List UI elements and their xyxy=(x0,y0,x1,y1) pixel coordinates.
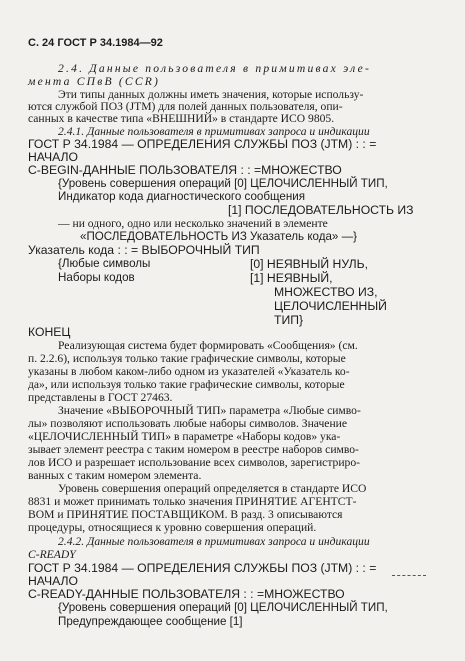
paragraph-line: п. 2.2.6), используя только такие графические символы, которые xyxy=(28,352,346,365)
code-line: НАЧАЛО xyxy=(28,574,78,588)
code-line: [1] НЕЯВНЫЙ, xyxy=(250,271,333,285)
code-line: ТИП} xyxy=(274,313,304,327)
paragraph-line: процедуры, относящиеся к уровню совершения операций. xyxy=(28,521,317,534)
paragraph-line: зывает элемент реестра с таким номером в реестре наборов симво- xyxy=(28,443,359,456)
code-line: {Любые символы xyxy=(58,257,151,270)
code-line: {Уровень совершения операций [0] ЦЕЛОЧИСЛЕННЫЙ ТИП, xyxy=(58,601,388,614)
subsection-heading: 2.4.2. Данные пользователя в примитивах запроса и индикации xyxy=(58,535,370,548)
section-title-line-2: мента СПвВ (CCR) xyxy=(28,75,161,88)
code-line: Наборы кодов xyxy=(58,271,135,284)
code-comment: «ПОСЛЕДОВАТЕЛЬНОСТЬ ИЗ Указатель кода» —} xyxy=(80,230,358,243)
code-line: ГОСТ Р 34.1984 — ОПРЕДЕЛЕНИЯ СЛУЖБЫ ПОЗ (JTM) : : = xyxy=(28,561,377,575)
code-line: C-READY-ДАННЫЕ ПОЛЬЗОВАТЕЛЯ : : =МНОЖЕСТВО xyxy=(28,587,345,601)
code-line: C-BEGIN-ДАННЫЕ ПОЛЬЗОВАТЕЛЯ : : =МНОЖЕСТВО xyxy=(28,163,342,177)
code-comment: — ни одного, одно или несколько значений в элементе xyxy=(58,217,328,230)
code-line: Предупреждающее сообщение [1] xyxy=(58,615,243,628)
paragraph-line: лы» позволяют использовать любые наборы символов. Значение xyxy=(28,417,347,430)
paragraph-line: санных в качестве типа «ВНЕШНИЙ» в стандарте ИСО 9805. xyxy=(28,112,335,125)
continuation-mark xyxy=(392,575,426,576)
code-line: Индикатор кода диагностического сообщения xyxy=(58,190,306,203)
subsection-heading-text: 2.4.1. Данные пользователя в примитивах запроса и индикации xyxy=(58,125,370,138)
code-line: [0] НЕЯВНЫЙ НУЛЬ, xyxy=(250,257,369,271)
paragraph-line: указаны в любом каком-либо одном из указателей «Указатель ко- xyxy=(28,365,350,378)
code-line: НАЧАЛО xyxy=(28,150,78,164)
paragraph-line: ВОМ и ПРИНЯТИЕ ПОСТАВЩИКОМ. В разд. 3 описываются xyxy=(28,508,343,521)
subsection-heading-cont: C-READY xyxy=(28,548,76,561)
code-line: ЦЕЛОЧИСЛЕННЫЙ xyxy=(274,299,387,313)
paragraph-line: «ЦЕЛОЧИСЛЕННЫЙ ТИП» в параметре «Наборы кодов» ука- xyxy=(28,430,341,443)
code-line: КОНЕЦ xyxy=(28,325,71,339)
code-line: [1] ПОСЛЕДОВАТЕЛЬНОСТЬ ИЗ xyxy=(228,203,414,217)
paragraph-line: представлены в ГОСТ 27463. xyxy=(28,391,173,404)
paragraph-line: Значение «ВЫБОРОЧНЫЙ ТИП» параметра «Любые симво- xyxy=(58,404,361,417)
paragraph-line: лов ИСО и разрешает использование всех символов, зарегистриро- xyxy=(28,456,360,469)
paragraph-line: ванных с таким номером элемента. xyxy=(28,469,202,482)
paragraph-line: Реализующая система будет формировать «Сообщения» (см. xyxy=(58,339,358,352)
section-title-line-1: 2.4. Данные пользователя в примитивах эле- xyxy=(58,62,372,75)
paragraph-line: Эти типы данных должны иметь значения, которые использу- xyxy=(58,88,364,101)
paragraph-line: да», или используя только такие графические символы, которые xyxy=(28,378,345,391)
paragraph-line: Уровень совершения операций определяется в стандарте ИСО xyxy=(58,482,367,495)
code-line: Указатель кода : : = ВЫБОРОЧНЫЙ ТИП xyxy=(28,243,260,257)
paragraph-line: ются службой ПОЗ (JTM) для полей данных пользователя, опи- xyxy=(28,100,343,113)
paragraph-line: 8831 и может принимать только значения ПРИНЯТИЕ АГЕНТСТ- xyxy=(28,495,357,508)
code-line: {Уровень совершения операций [0] ЦЕЛОЧИСЛЕННЫЙ ТИП, xyxy=(58,177,388,190)
code-line: МНОЖЕСТВО ИЗ, xyxy=(274,285,378,299)
code-line: ГОСТ Р 34.1984 — ОПРЕДЕЛЕНИЯ СЛУЖБЫ ПОЗ (JTM) : : = xyxy=(28,137,377,151)
page-header: С. 24 ГОСТ Р 34.1984—92 xyxy=(28,37,163,49)
